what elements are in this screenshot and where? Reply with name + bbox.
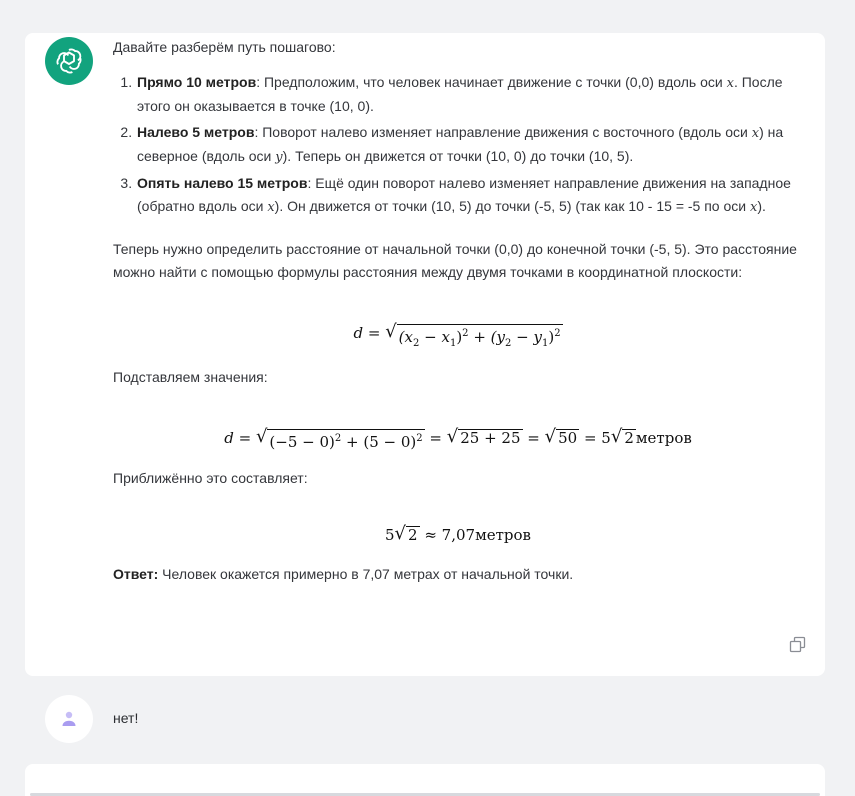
formula-sub: 2: [412, 338, 420, 349]
explanation-text: Подставляем значения:: [113, 369, 268, 385]
sqrt-symbol: √ 2: [610, 426, 634, 447]
formula-sup: 2: [334, 433, 342, 444]
sqrt-symbol: √ 25 + 25: [446, 426, 521, 447]
answer-label: Ответ:: [113, 566, 159, 582]
copy-icon[interactable]: [789, 636, 807, 654]
openai-logo-icon: [45, 37, 93, 85]
intro-text: Давайте разберём путь пошагово:: [113, 39, 336, 55]
step-text: ). Теперь он движется от точки (10, 0) до точки (10, 5).: [282, 148, 634, 164]
next-message-card: [25, 764, 825, 796]
step-title: Опять налево 15 метров: [137, 175, 308, 191]
formula-part: − x: [419, 328, 450, 346]
formula-part: 50: [558, 429, 578, 447]
user-message: [25, 690, 825, 750]
substitution-formula: [113, 427, 803, 451]
assistant-message: [25, 33, 825, 676]
math-var: x: [267, 200, 275, 215]
formula-part: 25 + 25: [460, 429, 521, 447]
formula-sup: 2: [416, 433, 423, 444]
formula-unit: метров: [635, 429, 692, 447]
math-var: x: [749, 200, 758, 215]
formula-var: d: [353, 324, 364, 342]
formula-sub: 2: [504, 338, 512, 349]
formula-unit: метров: [475, 526, 531, 544]
assistant-message-body: [113, 33, 803, 586]
formula-part: + (5 − 0): [341, 433, 417, 451]
formula-part: 2: [408, 526, 418, 544]
formula-part: (−5 − 0): [269, 433, 335, 451]
math-var: y: [275, 150, 283, 165]
formula-var: d: [224, 429, 234, 447]
list-item: [136, 121, 803, 169]
approximation-formula: [113, 524, 803, 547]
explanation-text: Теперь нужно определить расстояние от начальной точки (0,0) до конечной точки (-5, 5). Это расстояние можно найти с помощью формулы расстояния между двумя точками в координатной плоскости:: [113, 241, 797, 280]
sqrt-symbol: √ 50: [544, 426, 578, 447]
math-var: x: [751, 126, 760, 141]
answer-text: [113, 563, 803, 586]
step-text: . После этого он оказывается в точке (10, 0).: [137, 74, 783, 114]
user-icon: [45, 695, 93, 743]
math-var: x: [726, 76, 734, 91]
formula-part: 2: [624, 429, 634, 447]
step-text: ). Он движется от точки (10, 5) до точки (-5, 5) (так как 10 - 15 = -5 по оси: [274, 198, 750, 214]
list-item: [136, 71, 803, 118]
formula-op: =: [238, 429, 252, 447]
step-text: : Предположим, что человек начинает движение с точки (0,0) вдоль оси: [256, 74, 727, 90]
formula-sub: 1: [449, 338, 457, 349]
formula-sup: 2: [554, 328, 561, 339]
formula-op: =: [367, 324, 381, 342]
step-text: ).: [757, 198, 766, 214]
formula-part: 5: [384, 526, 395, 544]
sqrt-symbol: √ $(x_2 - x_1)^2 + (y_2 - y_1)^2$: [385, 324, 562, 352]
step-text: : Ещё один поворот налево изменяет направление движения на западное (обратно вдоль оси: [137, 175, 791, 214]
formula-op: = 5: [579, 429, 611, 447]
answer-body: Человек окажется примерно в 7,07 метрах от начальной точки.: [158, 566, 574, 582]
step-text: : Поворот налево изменяет направление движения с восточного (вдоль оси: [254, 124, 752, 140]
formula-op: =: [424, 429, 447, 447]
formula-part: + (y: [468, 328, 505, 346]
formula-part: − y: [511, 328, 542, 346]
list-item: [136, 172, 803, 219]
step-title: Налево 5 метров: [137, 124, 255, 140]
formula-sub: 1: [541, 338, 549, 349]
formula-sup: 2: [462, 328, 469, 339]
explanation-text: Приближённо это составляет:: [113, 470, 308, 486]
formula-part: (x: [398, 328, 413, 346]
step-title: Прямо 10 метров: [137, 74, 257, 90]
formula-op: =: [522, 429, 545, 447]
steps-list: [113, 71, 803, 219]
formula-part: ≈ 7,07: [419, 526, 476, 544]
formula-part: ): [548, 328, 555, 346]
distance-formula: [113, 322, 803, 352]
formula-part: ): [456, 328, 463, 346]
sqrt-symbol: √ $(-5 - 0)^2 + (5 - 0)^2$: [255, 426, 423, 451]
user-message-text: нет!: [113, 710, 139, 726]
step-text: ) на северное (вдоль оси: [137, 124, 784, 164]
sqrt-symbol: √ 2: [394, 523, 418, 544]
